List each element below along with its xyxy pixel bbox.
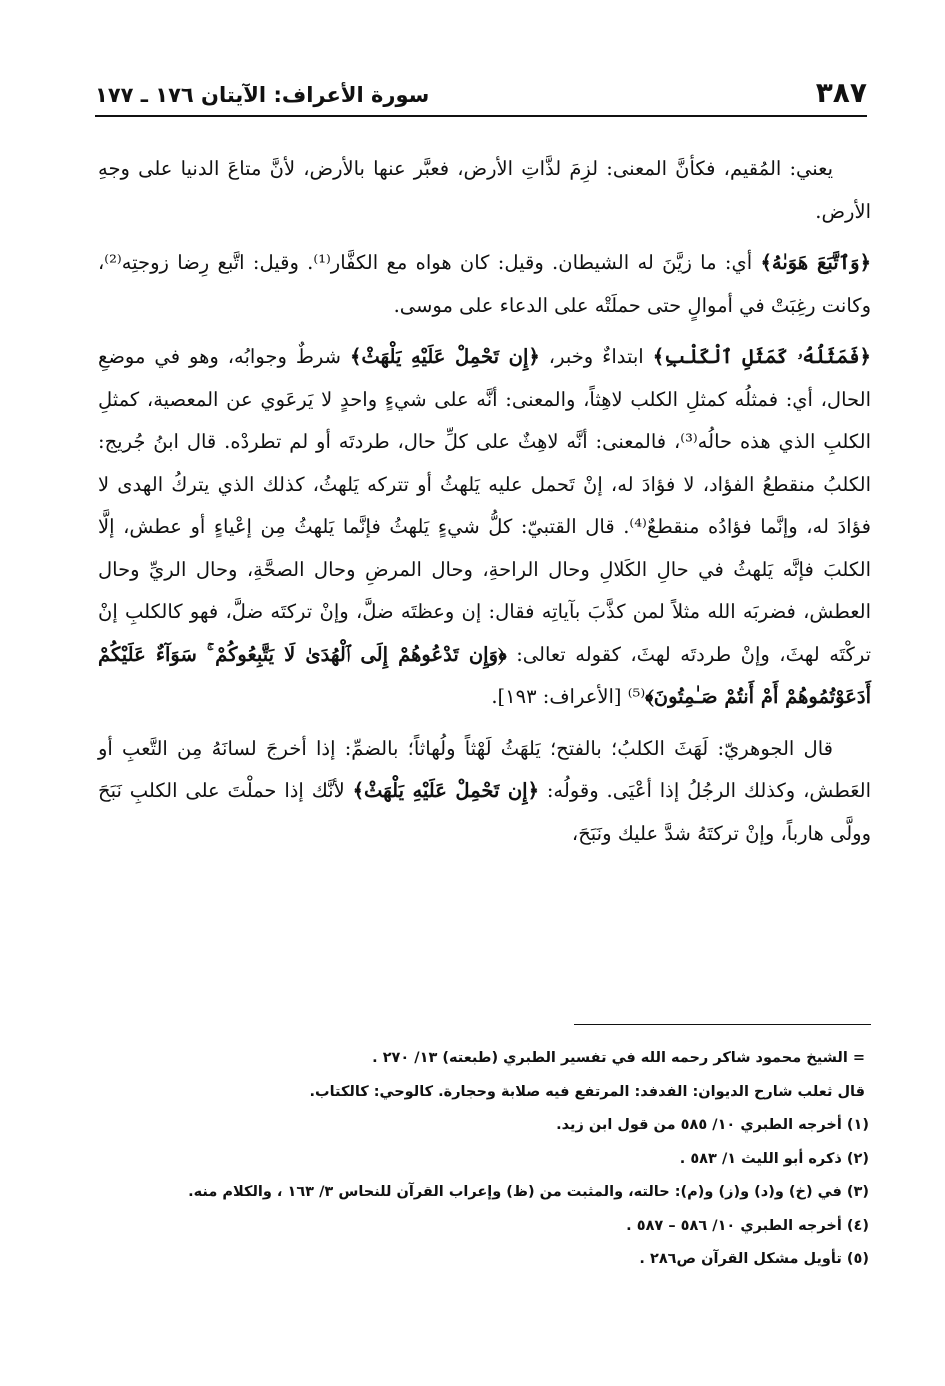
quran-quote: ﴿وَإِن تَدْعُوهُمْ إِلَى ٱلْهُدَىٰ لَا يَتَّبِعُوكُمْ ۚ سَوَآءٌ عَلَيْكُمْ أَدَعَوْتُمُوهُمْ أَمْ أَنتُمْ صَـٰمِتُونَ﴾ [98, 642, 871, 708]
running-title: سورة الأعراف: الآيتان ١٧٦ ـ ١٧٧ [95, 83, 430, 107]
paragraph [98, 336, 871, 719]
footnotes [130, 1042, 869, 1277]
footnote-5: (٥) تأويل مشكل القرآن ص٢٨٦ . [639, 1251, 869, 1267]
page-header [95, 70, 867, 110]
footnote-continuation-line: قال ثعلب شارح الديوان: الفدفد: المرتفع فيه صلابة وحجارة. كالوحي: كالكتاب. [309, 1083, 865, 1100]
quran-quote: ﴿إِن تَحْمِلْ عَلَيْهِ يَلْهَثْ﴾ [352, 779, 539, 802]
footnote-3: (٣) في (خ) و(د) و(ز) و(م): حالته، والمثبت من (ظ) وإعراب القرآن للنحاس ٣/ ١٦٣ ، والكلام منه. [188, 1184, 869, 1200]
footnote-4: (٤) أخرجه الطبري ١٠/ ٥٨٦ – ٥٨٧ . [626, 1217, 869, 1234]
text-run: قال الجوهريّ: لَهَثَ الكلبُ؛ بالفتح؛ يَلهَثُ لَهْثاً ولُهاثاً؛ بالضمِّ: إذا أخرجَ لسانَهُ مِن التَّعبِ أو العَطش، وكذلك الرجُلُ إذا أعْيَى. وقولُه: [98, 736, 871, 802]
text-run: ⁽⁵⁾ [الأعراف: ١٩٣]. [491, 685, 646, 708]
text-run: ابتداءٌ وخبر، [539, 345, 653, 368]
footnote-separator [574, 1024, 871, 1025]
text-run: لأنَّك إذا حملْتَ على الكلبِ نَبَحَ وولَّى هارباً، وإنْ تركتَهُ شدَّ عليك ونَبَحَ، [98, 779, 871, 845]
page-number: ٣٨٧ [815, 76, 867, 109]
text-run: شرطٌ وجوابُه، وهو في موضعِ الحال، أي: فمثلُه كمثلِ الكلب لاهِثاً، والمعنى: أنَّه على شيءٍ واحدٍ لا يَرعَوي عن المعصية، كمثلِ الكلبِ الذي هذه حالُه⁽³⁾، فالمعنى: أنَّه لاهِثٌ على كلِّ حال، طردتَه أو لم تطردْه. قال ابنُ جُريج: الكلبُ منقطعُ الفؤاد، لا فؤادَ له، إنْ تَحمل عليه يَلهثُ أو تتركه يَلهثُ، كذلك الذي يتركُ الهدى لا فؤادَ له، وإنَّما فؤادُه منقطعٌ⁽⁴⁾. قال القتبيّ: كلُّ شيءٍ يَلهثُ فإنَّما يَلهثُ مِن إعْياءٍ أو عطش، إلَّا الكلبَ فإنَّه يَلهثُ في حالِ الكَلالِ وحال الراحةِ، وحال المرضِ وحال الصحَّةِ، وحال الريِّ وحال العطش، فضربَه الله مثلاً لمن كذَّبَ بآياتِه فقال: إن وعظتَه ضلَّ، وإنْ تركتَه ضلَّ، فهو كالكلبِ إنْ تركْتَه لهثَ، وإنْ طردتَه لهثَ، كقوله تعالى: [98, 345, 872, 666]
footnote-continuation-line: = الشيخ محمود شاكر رحمه الله في تفسير الطبري (طبعته) ١٣/ ٢٧٠ . [372, 1050, 865, 1066]
footnote-1: (١) أخرجه الطبري ١٠/ ٥٨٥ من قول ابن زيد. [556, 1117, 869, 1133]
quran-quote: ﴿وَٱتَّبَعَ هَوَىٰهُ﴾ [760, 251, 871, 274]
quran-quote: ﴿فَمَثَلُهُۥ كَمَثَلِ ٱلْكَلْبِ﴾ [652, 345, 871, 368]
body-text [98, 148, 871, 864]
header-rule [95, 115, 867, 117]
quran-quote: ﴿إِن تَحْمِلْ عَلَيْهِ يَلْهَثْ﴾ [349, 345, 540, 368]
paragraph [98, 728, 871, 856]
paragraph [98, 242, 871, 327]
paragraph [98, 148, 871, 233]
text-run: أي: ما زيَّنَ له الشيطان. وقيل: كان هواه مع الكفَّار⁽¹⁾. وقيل: اتَّبع رِضا زوجتِه⁽²⁾، وكانت رغِبَتْ في أموالٍ حتى حملَتْه على الدعاء على موسى. [98, 251, 871, 317]
footnote-2: (٢) ذكره أبو الليث ١/ ٥٨٣ . [679, 1150, 869, 1167]
text-run: يعني: المُقيم، فكأنَّ المعنى: لزِمَ لذَّاتِ الأرض، فعبَّر عنها بالأرض، لأنَّ متاعَ الدنيا على وجهِ الأرض. [98, 157, 871, 223]
